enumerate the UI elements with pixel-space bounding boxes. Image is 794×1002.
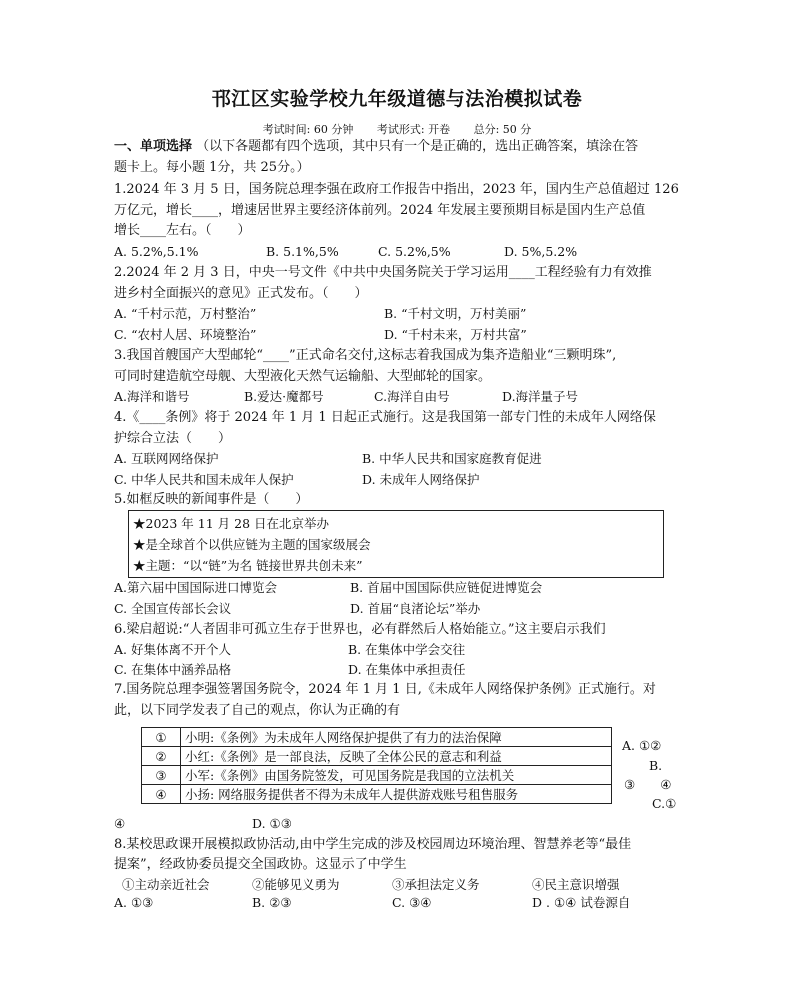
- opinions-table: [141, 727, 612, 804]
- q4-option-b: B. 中华人民共和国家庭教育促进: [362, 451, 542, 466]
- q2-stem-2: 进乡村全面振兴的意见》正式发布。（ ）: [114, 286, 368, 301]
- q4-option-a: A. 互联网网络保护: [114, 451, 219, 466]
- table-row: [142, 747, 612, 766]
- exam-score: 总分: 50 分: [473, 123, 532, 136]
- q7-option-c-value: ④: [114, 816, 126, 831]
- q1-option-d: D. 5%,5.2%: [504, 244, 578, 259]
- section-heading: [114, 138, 638, 156]
- section-title: 一、单项选择: [114, 139, 193, 154]
- q7-stem-1: 7.国务院总理李强签署国务院令，2024 年 1 月 1 日,《未成年人网络保护条例》正式施行。对: [114, 682, 656, 697]
- q3-option-a: A.海洋和谐号: [114, 389, 190, 404]
- section-instructions-cont: 题卡上。每小题 1分，共 25分。）: [114, 160, 310, 175]
- q3-option-c: C.海洋自由号: [374, 389, 450, 404]
- q8-item-2: ②能够见义勇为: [252, 877, 340, 892]
- table-cell-num: ④: [142, 785, 181, 804]
- table-cell-text: 小红:《条例》是一部良法，反映了全体公民的意志和利益: [181, 747, 612, 766]
- q5-stem-1: 5.如框反映的新闻事件是（ ）: [114, 492, 309, 507]
- table-row: [142, 728, 612, 747]
- q2-option-d: D. “千村未来，万村共富”: [384, 327, 527, 342]
- q1-stem-3: 增长____左右。（ ）: [114, 223, 251, 238]
- q7-option-b-value: ③ ④: [624, 777, 672, 792]
- exam-time: 考试时间: 60 分钟: [262, 123, 354, 136]
- q8-item-3: ③承担法定义务: [392, 877, 480, 892]
- q2-option-b: B. “千村文明，万村美丽”: [384, 306, 527, 321]
- q1-stem-2: 万亿元，增长____，增速居世界主要经济体前列。2024 年发展主要预期目标是国内生产总值: [114, 203, 646, 218]
- q4-stem-1: 4.《____条例》将于 2024 年 1 月 1 日起正式施行。这是我国第一部专门性的未成年人网络保: [114, 410, 656, 425]
- table-cell-num: ①: [142, 728, 181, 747]
- news-box-line: ★2023 年 11 月 28 日在北京举办: [133, 516, 329, 531]
- q8-option-d: D . ①④ 试卷源自: [532, 895, 631, 910]
- table-cell-text: 小明:《条例》为未成年人网络保护提供了有力的法治保障: [181, 728, 612, 747]
- q1-option-c: C. 5.2%,5%: [378, 244, 451, 259]
- q1-option-a: A. 5.2%,5.1%: [114, 244, 199, 259]
- q6-stem-1: 6.梁启超说:“人者固非可孤立生存于世界也，必有群然后人格始能立。”这主要启示我们: [114, 622, 606, 637]
- q5-option-b: B. 首届中国国际供应链促进博览会: [350, 580, 543, 595]
- q3-stem-2: 可同时建造航空母舰、大型液化天然气运输船、大型邮轮的国家。: [114, 369, 492, 384]
- q8-option-a: A. ①③: [114, 895, 154, 910]
- q8-option-b: B. ②③: [252, 895, 292, 910]
- q4-option-d: D. 未成年人网络保护: [362, 472, 480, 487]
- news-box: [128, 510, 664, 578]
- table-row: [142, 766, 612, 785]
- news-box-line: ★主题：“以“链”为名 链接世界共创未来”: [133, 558, 363, 573]
- q6-option-d: D. 在集体中承担责任: [348, 662, 466, 677]
- section-instructions: （以下各题都有四个选项，其中只有一个是正确的，选出正确答案，填涂在答: [196, 139, 639, 154]
- q8-stem-1: 8.某校思政课开展模拟政协活动,由中学生完成的涉及校园周边环境治理、智慧养老等“最佳: [114, 837, 632, 852]
- q8-item-4: ④民主意识增强: [532, 877, 620, 892]
- q7-option-c: C.①: [652, 796, 677, 811]
- q2-option-a: A. “千村示范，万村整治”: [114, 306, 257, 321]
- q4-stem-2: 护综合立法（ ）: [114, 431, 232, 446]
- q5-option-a: A.第六届中国国际进口博览会: [114, 580, 278, 595]
- table-row: [142, 785, 612, 804]
- q2-stem-1: 2.2024 年 2 月 3 日，中央一号文件《中共中央国务院关于学习运用____工程经验有力有效推: [114, 265, 652, 280]
- q1-stem-1: 1.2024 年 3 月 5 日，国务院总理李强在政府工作报告中指出，2023 年，国内生产总值超过 126: [114, 182, 679, 197]
- table-cell-text: 小军:《条例》由国务院签发，可见国务院是我国的立法机关: [181, 766, 612, 785]
- table-cell-num: ②: [142, 747, 181, 766]
- exam-form: 考试形式: 开卷: [376, 123, 451, 136]
- q3-option-b: B.爱达·魔都号: [244, 389, 324, 404]
- q7-option-a: A. ①②: [622, 738, 662, 753]
- q5-option-d: D. 首届“良渚论坛”举办: [350, 601, 481, 616]
- table-cell-num: ③: [142, 766, 181, 785]
- q8-item-1: ①主动亲近社会: [122, 877, 210, 892]
- q6-option-b: B. 在集体中学会交往: [348, 642, 466, 657]
- q6-option-a: A. 好集体离不开个人: [114, 642, 231, 657]
- news-box-line: ★是全球首个以供应链为主题的国家级展会: [133, 537, 371, 552]
- q8-option-c: C. ③④: [392, 895, 432, 910]
- q7-option-b: B.: [649, 758, 663, 773]
- page-title: 邗江区实验学校九年级道德与法治模拟试卷: [211, 88, 583, 110]
- q4-option-c: C. 中华人民共和国未成年人保护: [114, 472, 294, 487]
- q5-option-c: C. 全国宣传部长会议: [114, 601, 232, 616]
- q3-stem-1: 3.我国首艘国产大型邮轮“____”正式命名交付,这标志着我国成为集齐造船业“三颗明珠”,: [114, 348, 617, 363]
- q1-option-b: B. 5.1%,5%: [266, 244, 339, 259]
- q6-option-c: C. 在集体中涵养品格: [114, 662, 232, 677]
- table-cell-text: 小扬: 网络服务提供者不得为未成年人提供游戏账号租售服务: [181, 785, 612, 804]
- q7-stem-2: 此，以下同学发表了自己的观点，你认为正确的有: [114, 703, 401, 718]
- q8-stem-2: 提案”，经政协委员提交全国政协。这显示了中学生: [114, 857, 407, 872]
- q3-option-d: D.海洋量子号: [502, 389, 579, 404]
- q2-option-c: C. “农村人居、环境整治”: [114, 327, 257, 342]
- q7-option-d: D. ①③: [252, 816, 292, 831]
- exam-meta: [0, 121, 794, 137]
